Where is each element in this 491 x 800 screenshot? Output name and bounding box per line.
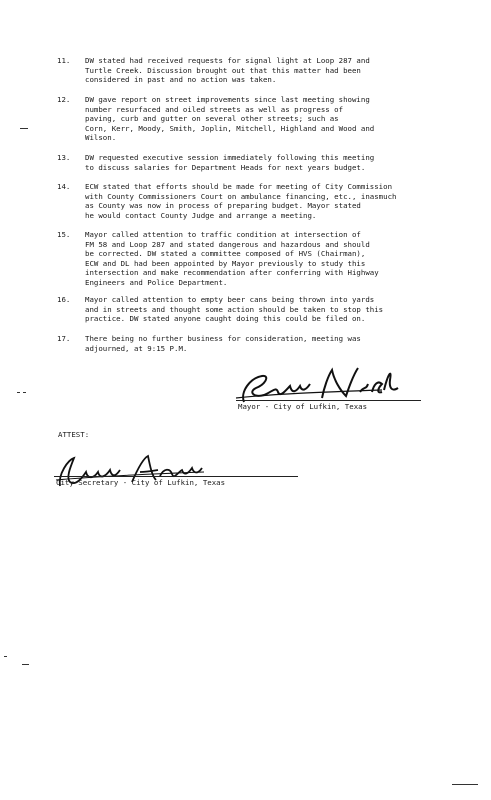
margin-mark [4,656,7,657]
mayor-signature-line [236,400,421,401]
item-text: DW gave report on street improvements since last meeting showing number resurfaced and oiled streets as well as progress of paving, curb and gutter on several other streets; such as Corn, Kerr, Moody, Smith, Joplin, Mitchell, Highland and Wood and Wilson. [85,95,375,143]
attest-label: ATTEST: [58,430,90,439]
item-number: 17. [57,334,71,343]
mayor-caption: Mayor - City of Lufkin, Texas [238,402,368,411]
item-text: DW stated had received requests for signal light at Loop 287 and Turtle Creek. Discussion brought out that this matter had been considered in past and no action was taken. [85,56,370,85]
secretary-caption: City Secretary - City of Lufkin, Texas [56,478,226,487]
margin-mark [23,392,26,393]
item-text: Mayor called attention to empty beer cans being thrown into yards and in streets and thought some action should be taken to stop this practice. DW stated anyone caught doing this could be filed on. [85,295,384,324]
item-number: 16. [57,295,71,304]
margin-mark [452,784,478,785]
item-number: 14. [57,182,71,191]
item-text: ECW stated that efforts should be made for meeting of City Commission with County Commissioners Court on ambulance financing, etc., inasmuch as County was now in process of preparing budget. Mayor stated he would contact County Judge and arrange a meeting. [85,182,397,220]
secretary-signature [48,450,208,494]
item-text: DW requested executive session immediately following this meeting to discuss salaries for Department Heads for next years budget. [85,153,375,172]
margin-mark [20,128,28,129]
margin-mark [17,392,20,393]
margin-mark [22,664,29,665]
item-number: 13. [57,153,71,162]
item-text: Mayor called attention to traffic condition at intersection of FM 58 and Loop 287 and stated dangerous and hazardous and should be corrected. DW stated a committee composed of HVS (Chairman), ECW and DL had been appointed by Mayor previously to study this intersection and make recommendation after conferring with Highway Engineers and Police Department. [85,230,379,287]
secretary-signature-line [54,476,298,477]
item-number: 15. [57,230,71,239]
item-number: 12. [57,95,71,104]
item-number: 11. [57,56,71,65]
item-text: There being no further business for consideration, meeting was adjourned, at 9:15 P.M. [85,334,361,353]
